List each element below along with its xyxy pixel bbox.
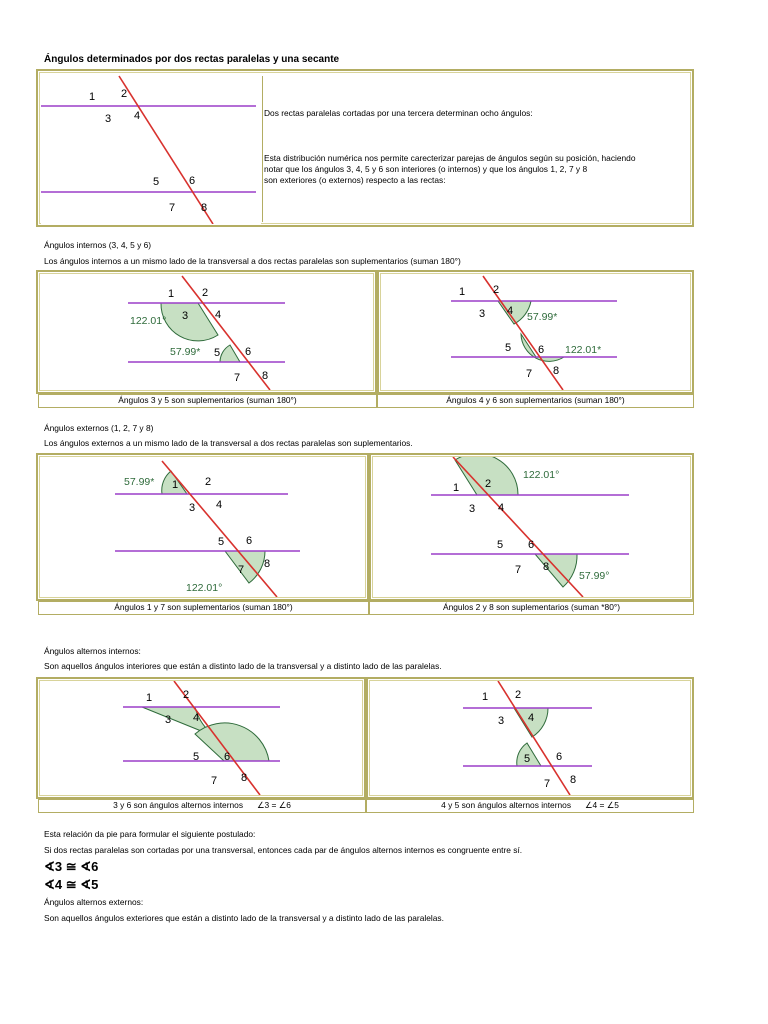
arc-angle-8 [535,554,577,587]
svg-text:1: 1 [459,286,466,298]
svg-text:7: 7 [515,564,522,576]
svg-text:6: 6 [246,535,253,547]
alternos-left-caption-b: ∠3 = ∠6 [256,800,291,810]
alternos-right-figure [370,681,690,795]
alternos-internos-heading: Ángulos alternos internos: [44,646,141,656]
svg-text:4: 4 [216,499,223,511]
svg-text:4: 4 [193,712,200,724]
svg-text:4: 4 [498,502,505,514]
svg-text:5: 5 [218,536,225,548]
internos-left-figure [40,274,373,390]
intro-text-1: Dos rectas paralelas cortadas por una tercera determinan ocho ángulos: [264,108,533,118]
measure-obtuse: 122.01° [130,315,167,327]
svg-text:5: 5 [505,342,512,354]
svg-text:2: 2 [183,689,190,701]
arc-angle-3 [161,303,218,341]
svg-text:7: 7 [526,368,533,380]
alternos-externos-desc: Son aquellos ángulos exteriores que están a distinto lado de la transversal y a distinto lado de las paralelas. [44,913,444,923]
intro-text-2: Esta distribución numérica nos permite carecterizar parejas de ángulos según su posición, haciendo [264,153,636,163]
svg-text:8: 8 [570,774,577,786]
svg-text:5: 5 [524,753,531,765]
svg-text:1: 1 [453,482,460,494]
svg-text:5: 5 [214,347,221,359]
alternos-internos-desc: Son aquellos ángulos interiores que están a distinto lado de la transversal y a distinto lado de las paralelas. [44,661,442,671]
internos-desc: Los ángulos internos a un mismo lado de la transversal a dos rectas paralelas son suplementarios (suman 180°) [44,256,461,266]
svg-text:3: 3 [498,715,505,727]
label-3: 3 [105,113,112,125]
postulado-text: Si dos rectas paralelas son cortadas por una transversal, entonces cada par de ángulos alternos internos es congruente entre sí. [44,845,523,855]
externos-right-caption: Ángulos 2 y 8 son suplementarios (suman *80°) [369,601,694,615]
externos-left-figure [40,457,365,597]
label-7: 7 [169,202,176,214]
internos-right-caption: Ángulos 4 y 6 son suplementarios (suman 180°) [377,394,694,408]
intro-text-3: notar que los ángulos 3, 4, 5 y 6 son interiores (o internos) y que los ángulos 1, 2, 7 y 8 [264,164,588,174]
svg-text:6: 6 [245,346,252,358]
page-title: Ángulos determinados por dos rectas paralelas y una secante [44,54,340,65]
intro-text-4: son exteriores (o externos) respecto a las rectas: [264,175,446,185]
svg-text:2: 2 [515,689,522,701]
postulado-intro: Esta relación da pie para formular el siguiente postulado: [44,829,256,839]
svg-text:8: 8 [543,561,550,573]
svg-text:1: 1 [146,692,153,704]
svg-text:5: 5 [193,751,200,763]
svg-text:2: 2 [202,287,209,299]
svg-text:3: 3 [479,308,486,320]
label-6: 6 [189,175,196,187]
externos-desc: Los ángulos externos a un mismo lado de la transversal a dos rectas paralelas son suplementarios. [44,438,413,448]
svg-text:6: 6 [224,751,231,763]
alternos-externos-heading: Ángulos alternos externos: [44,897,144,907]
label-5: 5 [153,176,160,188]
internos-left-caption: Ángulos 3 y 5 son suplementarios (suman 180°) [38,394,377,408]
alternos-left-caption [38,799,366,813]
svg-text:2: 2 [485,478,492,490]
svg-text:122.01°: 122.01° [186,582,223,594]
svg-text:7: 7 [238,564,245,576]
transversal-line [119,76,213,224]
label-2: 2 [121,88,128,100]
svg-text:1: 1 [482,691,489,703]
svg-text:7: 7 [544,778,551,790]
arc-angle-7 [225,551,265,583]
svg-text:7: 7 [211,775,218,787]
svg-text:6: 6 [556,751,563,763]
arc-angle-6 [195,723,269,761]
alternos-left-figure [40,681,362,795]
svg-text:57.99°: 57.99° [579,570,610,582]
svg-text:8: 8 [241,772,248,784]
svg-text:122.01*: 122.01* [565,344,602,356]
congruence-4-5: ∢4 ≅ ∢5 [44,877,99,892]
externos-right-figure [373,457,690,597]
svg-text:7: 7 [234,372,241,384]
svg-text:6: 6 [528,539,535,551]
alternos-right-caption-b: ∠4 = ∠5 [584,800,619,810]
svg-text:122.01°: 122.01° [523,469,560,481]
alternos-left-caption-a: 3 y 6 son ángulos alternos internos [113,800,244,810]
svg-text:2: 2 [205,476,212,488]
svg-text:3: 3 [469,503,476,515]
svg-text:3: 3 [189,502,196,514]
label-1: 1 [89,91,96,103]
congruence-3-6: ∢3 ≅ ∢6 [44,859,99,874]
svg-text:5: 5 [497,539,504,551]
alternos-right-caption [366,799,694,813]
externos-left-caption: Ángulos 1 y 7 son suplementarios (suman 180°) [38,601,369,615]
svg-text:8: 8 [553,365,560,377]
svg-text:4: 4 [507,305,514,317]
svg-text:1: 1 [168,288,175,300]
svg-text:8: 8 [264,558,271,570]
svg-text:3: 3 [182,310,189,322]
intro-figure [41,74,261,224]
svg-text:6: 6 [538,344,545,356]
internos-heading: Ángulos internos (3, 4, 5 y 6) [44,240,152,250]
measure-acute: 57.99* [170,346,201,358]
svg-text:8: 8 [262,370,269,382]
svg-text:3: 3 [165,714,172,726]
alternos-right-caption-a: 4 y 5 son ángulos alternos internos [441,800,572,810]
internos-right-figure [381,274,690,390]
svg-text:1: 1 [172,479,179,491]
externos-heading: Ángulos externos (1, 2, 7 y 8) [44,423,154,433]
svg-text:4: 4 [215,309,222,321]
svg-text:4: 4 [528,712,535,724]
label-4: 4 [134,110,141,122]
svg-text:2: 2 [493,284,500,296]
label-8: 8 [201,202,208,214]
svg-text:57.99*: 57.99* [124,476,155,488]
svg-text:57.99*: 57.99* [527,311,558,323]
